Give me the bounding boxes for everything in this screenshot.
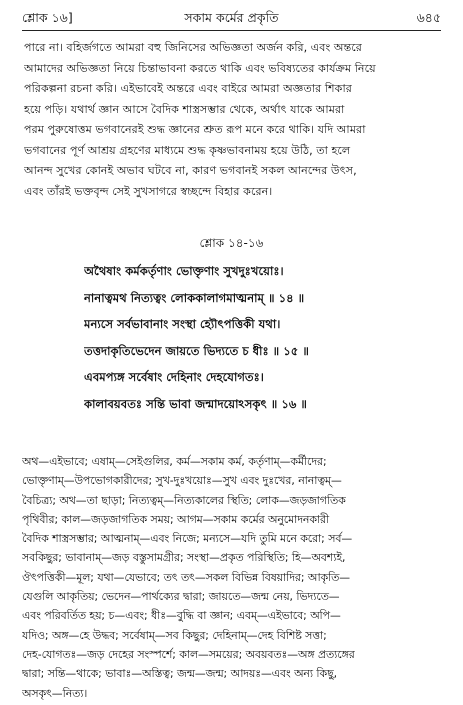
header-divider (22, 30, 441, 31)
purport-line: পরিকল্পনা রচনা করি। এইভাবেই অন্তরে এবং বাইরে আমরা অজ্ঞতার শিকার (24, 82, 352, 95)
verse-line: নানাত্বমথ নিত্যত্বং লোককালাগমাত্মনাম্ ॥ ১৪ ॥ (84, 290, 305, 305)
purport-line: আনন্দ সুখের কোনই অভাব ঘটবে না, কারণ ভগবানই সকল আনন্দের উৎস, (24, 164, 357, 177)
synonym-line: এবং পরিবর্তিত হয়; চ—এবং; ধীঃ—বুদ্ধি বা জ্ঞান; এবম্—এইভাবে; অপি— (22, 609, 341, 623)
synonym-line: অসকৃৎ—নিত্য। (22, 686, 88, 700)
synonym-line: যদিও; অঙ্গ—হে উদ্ধব; সর্বেষাম্—সব কিছুর; দেহিনাম্—দেহ বিশিষ্ট সত্তা; (22, 628, 327, 642)
synonym-line: ঔৎপত্তিকী—মূল; যথা—যেভাবে; তৎ তৎ—সকল বিভিন্ন বিষয়াদির; আকৃতি— (22, 570, 351, 584)
synonym-line: ভোক্তৃণাম্—উপভোগকারীদের; সুখ-দুঃখয়োঃ—সুখ এবং দুঃখের, নানাত্বম্— (22, 474, 342, 488)
verse-range-label: শ্লোক ১৬] (22, 10, 73, 25)
purport-line: হয়ে পড়ি। যথার্থ জ্ঞান আসে বৈদিক শাস্ত্রসম্ভার থেকে, অর্থাৎ যাকে আমরা (24, 102, 345, 116)
synonym-line: বৈদিক শাস্ত্রসম্ভার; আত্মনাম্—এবং নিজে; মন্যসে—যদি তুমি মনে করো; সর্ব— (22, 532, 353, 546)
verse-heading: শ্লোক ১৪-১৬ (199, 236, 264, 250)
verse-line: এবমপ্যঙ্গ সর্বেষাং দেহিনাং দেহযোগতঃ। (84, 370, 264, 384)
page-number: ৬৪৫ (416, 10, 441, 25)
purport-line: ভগবানের পূর্ণ আশ্রয় গ্রহণের মাধ্যমে শুদ্ধ কৃষ্ণভাবনাময় হয়ে উঠি, তা হলে (24, 143, 351, 157)
chapter-title: সকাম কর্মের প্রকৃতি (184, 10, 279, 25)
synonym-line: পৃথিবীর; কাল—জড়জাগতিক সময়; আগম—সকাম কর্মের অনুমোদনকারী (22, 512, 330, 526)
synonym-line: যেগুলি আকৃতিয়; ভেদেন—পার্থক্যের দ্বারা; জায়তে—জন্ম নেয়, ভিদ্যতে— (22, 590, 340, 604)
synonym-line: বৈচিত্র্য; অথ—তা ছাড়া; নিত্যত্বম্—নিত্যকালের স্থিতি; লোক—জড়জাগতিক (22, 493, 346, 507)
purport-line: পরম পুরুষোত্তম ভগবানেরই শুদ্ধ জ্ঞানের শ্রুত রূপ মনে করে থাকি। যদি আমরা (24, 123, 366, 136)
purport-text (24, 38, 440, 202)
purport-line: এবং তাঁরই ভক্তবৃন্দ সেই সুখসাগরে স্বচ্ছন্দে বিহার করেন। (24, 184, 273, 198)
synonym-line: অথ—এইভাবে; এষাম্—সেইগুলির, কর্ম—সকাম কর্ম, কর্তৃণাম্—কর্মীদের; (22, 455, 327, 468)
synonym-line: দেহ-যোগতঃ—জড় দেহের সংস্পর্শে; কাল—সময়ের; অবয়বতঃ—অঙ্গ প্রত্যঙ্গের (22, 647, 355, 661)
verse-line: কালাবয়বতঃ সন্তি ভাবা জন্মাদয়োঽসকৃৎ ॥ ১৬ ॥ (84, 396, 307, 411)
running-head (22, 9, 441, 27)
word-synonyms (22, 452, 442, 703)
synonym-line: দ্বারা; সন্তি—থাকে; ভাবাঃ—অস্তিত্ব; জন্ম—জন্ম; আদয়ঃ—এবং অন্য কিছু, (22, 667, 338, 681)
verse-line: অথৈষাং কর্মকর্তৃণাং ভোক্তৃণাং সুখদুঃখয়োঃ। (84, 264, 284, 278)
purport-line: পারে না। বহির্জগতে আমরা বহু জিনিসের অভিজ্ঞতা অর্জন করি, এবং অন্তরে (24, 41, 362, 54)
purport-line: আমাদের অভিজ্ঞতা নিয়ে চিন্তাভাবনা করতে থাকি এবং ভবিষ্যতের কার্যক্রম নিয়ে (24, 61, 376, 75)
verse-line: তত্তদাকৃতিভেদেন জায়তে ভিদ্যতে চ ধীঃ ॥ ১৫ ॥ (84, 343, 309, 358)
verse-line: মন্যসে সর্বভাবানাং সংস্থা হ্যৌৎপত্তিকী যথা। (84, 317, 281, 331)
sanskrit-verse (84, 258, 444, 417)
synonym-line: সবকিছুর; ভাবানাম্—জড় বস্তুসামগ্রীর; সংস্থা—প্রকৃত পরিস্থিতি; হি—অবশ্যই, (22, 551, 346, 565)
